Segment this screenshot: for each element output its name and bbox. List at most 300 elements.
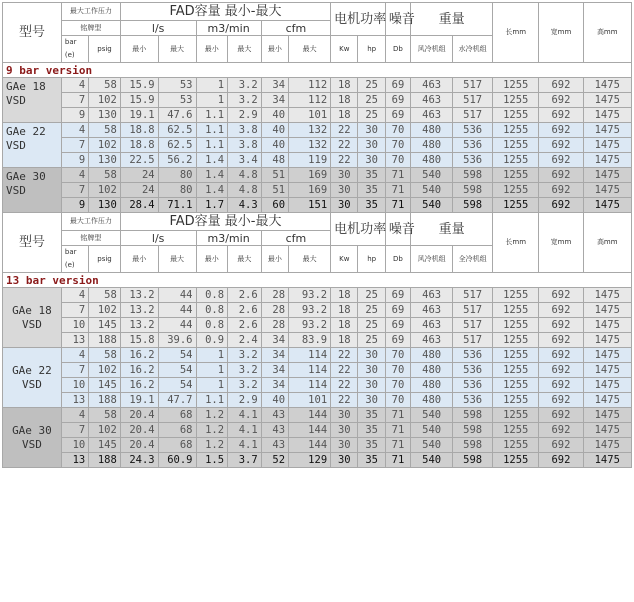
model-name: GAe 30 VSD — [3, 168, 62, 213]
spec-cell: 101 — [289, 108, 331, 123]
spec-cell: 44 — [158, 318, 196, 333]
col-fad-header: FAD容量 最小-最大 — [120, 3, 330, 21]
spec-cell: 44 — [158, 303, 196, 318]
spec-cell: 30 — [331, 408, 358, 423]
spec-cell: 1255 — [493, 318, 539, 333]
spec-cell: 16.2 — [120, 363, 158, 378]
spec-cell: 1475 — [583, 303, 631, 318]
spec-cell: 70 — [385, 348, 410, 363]
spec-cell: 169 — [289, 168, 331, 183]
spec-cell: 144 — [289, 423, 331, 438]
spec-cell: 188 — [89, 333, 121, 348]
spec-cell: 71 — [385, 453, 410, 468]
spec-cell: 28.4 — [120, 198, 158, 213]
table-row — [3, 378, 632, 393]
col-height-header: 高mm — [583, 3, 631, 63]
col-db-header: Db — [385, 246, 410, 273]
spec-cell: 4 — [61, 288, 88, 303]
spec-cell: 540 — [411, 408, 453, 423]
spec-cell: 692 — [539, 318, 583, 333]
spec-cell: 517 — [453, 288, 493, 303]
spec-cell: 4.1 — [228, 423, 262, 438]
spec-cell: 480 — [411, 138, 453, 153]
spec-cell: 480 — [411, 393, 453, 408]
spec-cell: 20.4 — [120, 438, 158, 453]
spec-cell: 463 — [411, 303, 453, 318]
spec-cell: 101 — [289, 393, 331, 408]
spec-cell: 536 — [453, 138, 493, 153]
spec-cell: 1475 — [583, 333, 631, 348]
header-row — [3, 213, 632, 231]
spec-cell: 30 — [358, 348, 385, 363]
spec-cell: 35 — [358, 423, 385, 438]
spec-cell: 2.4 — [228, 333, 262, 348]
spec-cell: 3.2 — [228, 363, 262, 378]
table-row — [3, 303, 632, 318]
col-model-header: 型号 — [3, 213, 62, 273]
spec-cell: 1475 — [583, 393, 631, 408]
spec-cell: 2.9 — [228, 393, 262, 408]
spec-cell: 43 — [261, 423, 288, 438]
spec-cell: 30 — [331, 423, 358, 438]
spec-cell: 53 — [158, 78, 196, 93]
spec-cell: 102 — [89, 363, 121, 378]
spec-cell: 2.6 — [228, 303, 262, 318]
spec-cell: 93.2 — [289, 303, 331, 318]
spec-cell: 4 — [61, 168, 88, 183]
table-row — [3, 123, 632, 138]
spec-cell: 58 — [89, 348, 121, 363]
col-tip-header: 铭牌型 — [61, 21, 120, 36]
col-db-header: Db — [385, 36, 410, 63]
spec-cell: 13.2 — [120, 288, 158, 303]
spec-cell: 536 — [453, 153, 493, 168]
spec-cell: 112 — [289, 78, 331, 93]
spec-cell: 71 — [385, 423, 410, 438]
spec-cell: 69 — [385, 333, 410, 348]
spec-cell: 10 — [61, 318, 88, 333]
spec-cell: 34 — [261, 378, 288, 393]
spec-cell: 30 — [331, 198, 358, 213]
col-pressure-header: 最大工作压力 — [61, 213, 120, 231]
col-minmax-header: 最大 — [158, 36, 196, 63]
spec-cell: 2.6 — [228, 318, 262, 333]
spec-cell: 3.8 — [228, 123, 262, 138]
spec-cell: 16.2 — [120, 348, 158, 363]
spec-cell: 18 — [331, 93, 358, 108]
col-bar-header — [61, 36, 88, 63]
spec-cell: 93.2 — [289, 318, 331, 333]
spec-cell: 1.7 — [196, 198, 228, 213]
spec-cell: 13 — [61, 453, 88, 468]
col-minmax-header: 最小 — [196, 246, 228, 273]
spec-cell: 24.3 — [120, 453, 158, 468]
spec-cell: 1475 — [583, 108, 631, 123]
spec-cell: 1255 — [493, 408, 539, 423]
spec-cell: 188 — [89, 393, 121, 408]
col-tip-header: 铭牌型 — [61, 231, 120, 246]
spec-cell: 4.1 — [228, 438, 262, 453]
spec-cell: 114 — [289, 348, 331, 363]
spec-cell: 3.2 — [228, 78, 262, 93]
spec-cell: 70 — [385, 138, 410, 153]
col-kw-header: Kw — [331, 246, 358, 273]
table-row — [3, 108, 632, 123]
spec-cell: 463 — [411, 93, 453, 108]
spec-cell: 1475 — [583, 408, 631, 423]
spec-cell: 69 — [385, 303, 410, 318]
spec-cell: 13 — [61, 333, 88, 348]
col-m3min-header: m3/min — [196, 21, 261, 36]
spec-cell: 1475 — [583, 363, 631, 378]
col-minmax-header: 最大 — [228, 36, 262, 63]
spec-cell: 1.1 — [196, 138, 228, 153]
spec-cell: 1255 — [493, 153, 539, 168]
spec-cell: 4 — [61, 348, 88, 363]
spec-cell: 24 — [120, 183, 158, 198]
spec-cell: 28 — [261, 318, 288, 333]
spec-cell: 3.4 — [228, 153, 262, 168]
header-row — [3, 3, 632, 21]
spec-cell: 25 — [358, 333, 385, 348]
col-minmax-header: 最大 — [289, 36, 331, 63]
spec-cell: 22 — [331, 348, 358, 363]
spec-cell: 2.6 — [228, 288, 262, 303]
spec-cell: 188 — [89, 453, 121, 468]
spec-cell: 517 — [453, 93, 493, 108]
spec-cell: 536 — [453, 123, 493, 138]
table-row — [3, 408, 632, 423]
spec-cell: 692 — [539, 198, 583, 213]
spec-cell: 51 — [261, 183, 288, 198]
spec-cell: 60.9 — [158, 453, 196, 468]
col-minmax-header: 最小 — [120, 36, 158, 63]
spec-cell: 54 — [158, 378, 196, 393]
spec-cell: 70 — [385, 153, 410, 168]
spec-cell: 1255 — [493, 198, 539, 213]
spec-cell: 145 — [89, 318, 121, 333]
spec-cell: 47.7 — [158, 393, 196, 408]
spec-cell: 60 — [261, 198, 288, 213]
spec-cell: 80 — [158, 168, 196, 183]
bar-label: bar — [64, 38, 77, 46]
spec-cell: 1255 — [493, 108, 539, 123]
spec-cell: 58 — [89, 408, 121, 423]
spec-cell: 1 — [196, 348, 228, 363]
spec-cell: 68 — [158, 423, 196, 438]
spec-cell: 18 — [331, 333, 358, 348]
spec-cell: 598 — [453, 453, 493, 468]
spec-cell: 144 — [289, 408, 331, 423]
col-minmax-header: 最大 — [158, 246, 196, 273]
table-row — [3, 183, 632, 198]
table-row — [3, 318, 632, 333]
spec-cell: 15.9 — [120, 93, 158, 108]
spec-cell: 0.8 — [196, 303, 228, 318]
spec-cell: 463 — [411, 78, 453, 93]
spec-cell: 18 — [331, 318, 358, 333]
spec-cell: 30 — [331, 453, 358, 468]
spec-cell: 30 — [358, 393, 385, 408]
spec-cell: 598 — [453, 408, 493, 423]
spec-cell: 1 — [196, 78, 228, 93]
col-minmax-header: 最小 — [261, 246, 288, 273]
spec-cell: 692 — [539, 453, 583, 468]
spec-cell: 540 — [411, 438, 453, 453]
version-row — [3, 273, 632, 288]
spec-cell: 54 — [158, 363, 196, 378]
spec-cell: 517 — [453, 108, 493, 123]
spec-cell: 30 — [358, 153, 385, 168]
spec-cell: 10 — [61, 438, 88, 453]
bar-label: bar — [64, 248, 77, 256]
spec-cell: 7 — [61, 423, 88, 438]
spec-table — [2, 2, 632, 468]
spec-cell: 169 — [289, 183, 331, 198]
spec-cell: 28 — [261, 303, 288, 318]
spec-cell: 71 — [385, 408, 410, 423]
spec-cell: 1.4 — [196, 183, 228, 198]
spec-cell: 1.1 — [196, 123, 228, 138]
spec-cell: 48 — [261, 153, 288, 168]
col-minmax-header: 最大 — [228, 246, 262, 273]
spec-cell: 9 — [61, 108, 88, 123]
spec-cell: 1255 — [493, 183, 539, 198]
spec-cell: 69 — [385, 78, 410, 93]
spec-cell: 0.8 — [196, 318, 228, 333]
table-row — [3, 438, 632, 453]
spec-cell: 62.5 — [158, 138, 196, 153]
spec-cell: 1475 — [583, 288, 631, 303]
spec-cell: 7 — [61, 138, 88, 153]
col-weight-air-header: 风冷机组 — [411, 246, 453, 273]
col-weight-air-header: 风冷机组 — [411, 36, 453, 63]
spec-cell: 1475 — [583, 183, 631, 198]
spec-cell: 58 — [89, 168, 121, 183]
spec-cell: 0.8 — [196, 288, 228, 303]
spec-cell: 114 — [289, 378, 331, 393]
spec-cell: 536 — [453, 378, 493, 393]
spec-cell: 463 — [411, 108, 453, 123]
spec-cell: 35 — [358, 438, 385, 453]
spec-cell: 692 — [539, 288, 583, 303]
spec-cell: 2.9 — [228, 108, 262, 123]
col-minmax-header: 最大 — [289, 246, 331, 273]
spec-cell: 30 — [358, 123, 385, 138]
spec-cell: 18 — [331, 78, 358, 93]
spec-cell: 119 — [289, 153, 331, 168]
spec-cell: 62.5 — [158, 123, 196, 138]
spec-cell: 480 — [411, 363, 453, 378]
spec-cell: 4.8 — [228, 183, 262, 198]
spec-cell: 1 — [196, 363, 228, 378]
spec-cell: 4.1 — [228, 408, 262, 423]
table-row — [3, 393, 632, 408]
spec-cell: 83.9 — [289, 333, 331, 348]
table-row — [3, 363, 632, 378]
spec-cell: 54 — [158, 348, 196, 363]
spec-cell: 18 — [331, 108, 358, 123]
col-weight-header: 重量 — [411, 3, 493, 36]
table-row — [3, 93, 632, 108]
spec-sheet — [2, 2, 632, 468]
spec-cell: 692 — [539, 438, 583, 453]
bar-unit-label: (e) — [64, 261, 75, 269]
spec-cell: 1475 — [583, 378, 631, 393]
spec-cell: 51 — [261, 168, 288, 183]
spec-cell: 480 — [411, 378, 453, 393]
spec-cell: 598 — [453, 183, 493, 198]
spec-cell: 69 — [385, 93, 410, 108]
spec-cell: 132 — [289, 138, 331, 153]
spec-cell: 130 — [89, 153, 121, 168]
spec-cell: 598 — [453, 198, 493, 213]
spec-cell: 463 — [411, 318, 453, 333]
spec-cell: 18 — [331, 288, 358, 303]
spec-cell: 34 — [261, 363, 288, 378]
spec-cell: 22 — [331, 123, 358, 138]
spec-cell: 28 — [261, 288, 288, 303]
spec-cell: 1255 — [493, 453, 539, 468]
spec-cell: 1.1 — [196, 108, 228, 123]
col-hp-header: hp — [358, 36, 385, 63]
spec-cell: 102 — [89, 423, 121, 438]
table-row — [3, 198, 632, 213]
model-name: GAe 30 VSD — [3, 408, 62, 468]
model-name: GAe 22 VSD — [3, 348, 62, 408]
spec-cell: 4.3 — [228, 198, 262, 213]
spec-cell: 22 — [331, 138, 358, 153]
spec-cell: 1.4 — [196, 168, 228, 183]
spec-cell: 1255 — [493, 123, 539, 138]
spec-cell: 52 — [261, 453, 288, 468]
spec-cell: 102 — [89, 138, 121, 153]
spec-cell: 517 — [453, 333, 493, 348]
spec-cell: 80 — [158, 183, 196, 198]
spec-cell: 68 — [158, 438, 196, 453]
bar-unit-label: (e) — [64, 51, 75, 59]
spec-cell: 69 — [385, 288, 410, 303]
spec-cell: 692 — [539, 333, 583, 348]
spec-cell: 1255 — [493, 438, 539, 453]
spec-cell: 25 — [358, 108, 385, 123]
spec-cell: 536 — [453, 363, 493, 378]
version-label: 9 bar version — [3, 63, 632, 78]
spec-cell: 1.5 — [196, 453, 228, 468]
spec-cell: 39.6 — [158, 333, 196, 348]
spec-cell: 70 — [385, 123, 410, 138]
spec-cell: 44 — [158, 288, 196, 303]
spec-cell: 102 — [89, 303, 121, 318]
spec-cell: 35 — [358, 408, 385, 423]
table-row — [3, 423, 632, 438]
spec-cell: 1475 — [583, 438, 631, 453]
table-row — [3, 348, 632, 363]
spec-cell: 30 — [331, 438, 358, 453]
spec-cell: 1255 — [493, 138, 539, 153]
spec-cell: 20.4 — [120, 423, 158, 438]
table-row — [3, 288, 632, 303]
spec-cell: 34 — [261, 78, 288, 93]
spec-cell: 463 — [411, 288, 453, 303]
spec-cell: 463 — [411, 333, 453, 348]
spec-cell: 598 — [453, 423, 493, 438]
spec-cell: 3.7 — [228, 453, 262, 468]
spec-cell: 30 — [358, 138, 385, 153]
col-ls-header: l/s — [120, 231, 196, 246]
table-row — [3, 138, 632, 153]
col-hp-header: hp — [358, 246, 385, 273]
spec-cell: 40 — [261, 108, 288, 123]
spec-cell: 30 — [331, 168, 358, 183]
spec-cell: 58 — [89, 123, 121, 138]
spec-cell: 7 — [61, 363, 88, 378]
spec-cell: 1475 — [583, 168, 631, 183]
spec-cell: 22.5 — [120, 153, 158, 168]
spec-cell: 4 — [61, 123, 88, 138]
spec-cell: 24 — [120, 168, 158, 183]
spec-cell: 43 — [261, 408, 288, 423]
spec-cell: 34 — [261, 333, 288, 348]
col-weight-header: 重量 — [411, 213, 493, 246]
col-motor-header: 电机功率 — [331, 213, 386, 246]
spec-cell: 15.8 — [120, 333, 158, 348]
spec-cell: 40 — [261, 393, 288, 408]
spec-cell: 692 — [539, 423, 583, 438]
spec-cell: 1255 — [493, 78, 539, 93]
spec-cell: 22 — [331, 378, 358, 393]
col-minmax-header: 最小 — [261, 36, 288, 63]
spec-cell: 3.2 — [228, 378, 262, 393]
col-bar-header — [61, 246, 88, 273]
spec-cell: 151 — [289, 198, 331, 213]
spec-cell: 540 — [411, 198, 453, 213]
table-row — [3, 78, 632, 93]
spec-cell: 35 — [358, 183, 385, 198]
table-row — [3, 333, 632, 348]
spec-cell: 13 — [61, 393, 88, 408]
spec-cell: 1.2 — [196, 408, 228, 423]
spec-cell: 692 — [539, 183, 583, 198]
model-name: GAe 22 VSD — [3, 123, 62, 168]
spec-cell: 30 — [331, 183, 358, 198]
spec-cell: 1475 — [583, 123, 631, 138]
spec-cell: 1475 — [583, 423, 631, 438]
spec-cell: 53 — [158, 93, 196, 108]
spec-cell: 25 — [358, 318, 385, 333]
spec-cell: 144 — [289, 438, 331, 453]
col-width-header: 宽mm — [539, 213, 583, 273]
spec-cell: 40 — [261, 138, 288, 153]
spec-cell: 1.2 — [196, 423, 228, 438]
spec-cell: 69 — [385, 108, 410, 123]
spec-cell: 13.2 — [120, 303, 158, 318]
spec-cell: 70 — [385, 363, 410, 378]
spec-cell: 692 — [539, 78, 583, 93]
spec-cell: 22 — [331, 363, 358, 378]
spec-cell: 0.9 — [196, 333, 228, 348]
spec-cell: 598 — [453, 438, 493, 453]
spec-cell: 692 — [539, 93, 583, 108]
spec-cell: 3.2 — [228, 93, 262, 108]
spec-cell: 15.9 — [120, 78, 158, 93]
spec-cell: 1475 — [583, 198, 631, 213]
spec-cell: 598 — [453, 168, 493, 183]
spec-cell: 1475 — [583, 138, 631, 153]
col-noise-header: 噪音 — [385, 213, 410, 246]
spec-cell: 1475 — [583, 93, 631, 108]
spec-cell: 692 — [539, 303, 583, 318]
